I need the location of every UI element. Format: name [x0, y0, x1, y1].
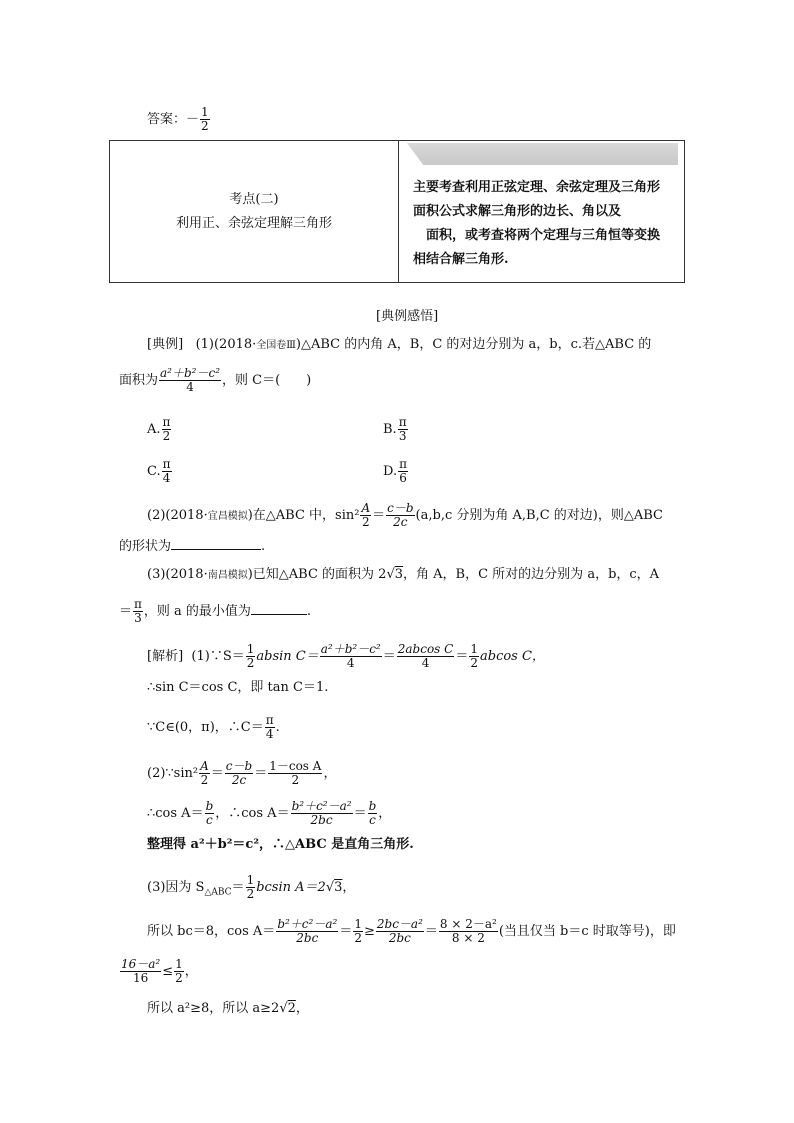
s5-c: ＝: [353, 806, 367, 821]
s7-b: ＝: [231, 880, 245, 895]
s4-frac-3: [268, 760, 322, 787]
s3-f-den: 4: [265, 727, 274, 741]
s5-d: ，: [378, 806, 392, 821]
s9-f1-den: 16: [120, 971, 161, 985]
s9-a: ≤: [162, 964, 174, 979]
q2-eq: ＝: [372, 508, 386, 523]
option-b-den: 3: [398, 429, 407, 443]
s4-d: ，: [323, 766, 337, 781]
s8-f3-num: 2bc－a²: [376, 917, 423, 931]
s3-b: .: [275, 720, 280, 735]
q2-f2-num: c－b: [387, 501, 414, 515]
s5-frac-3: [368, 800, 378, 827]
s8-a: 所以 bc＝8，cos A＝: [147, 924, 276, 939]
option-d-den: 6: [399, 471, 407, 485]
s4-f1-den: 2: [200, 773, 209, 787]
kaodian-desc-1: 主要考查利用正弦定理、余弦定理及三角形: [413, 179, 661, 195]
s5-frac-1: [205, 800, 215, 827]
q1-area-fraction: [159, 367, 221, 394]
answer-label: 答案：: [147, 112, 187, 127]
s8-b: ＝: [339, 924, 353, 939]
q3-f-num: π: [134, 597, 142, 611]
q3-end: .: [306, 604, 312, 619]
s4-f2-den: 2c: [225, 773, 253, 787]
solution-line-6: 整理得 a²＋b²＝c²，∴△ABC 是直角三角形.: [147, 837, 414, 852]
q3-eq: ＝: [119, 604, 133, 619]
s1-f2-num: a²＋b²－c²: [320, 642, 381, 656]
s4-c: ＝: [254, 766, 268, 781]
option-b-num: π: [398, 415, 407, 429]
kaodian-right-cell: [399, 141, 685, 283]
kaodian-left-cell: [110, 141, 399, 283]
q3-answer-blank[interactable]: [251, 602, 307, 615]
s10-sqrt: 2: [287, 1001, 296, 1016]
option-d-label: D.: [383, 464, 398, 479]
s9-f2-num: 1: [175, 957, 183, 971]
s1-f1-num: 1: [246, 642, 255, 656]
q3-fraction: [133, 598, 143, 625]
s1-b: absin C＝: [256, 649, 319, 664]
q3-sqrt: 3: [394, 567, 404, 582]
s4-frac-1: [199, 760, 210, 787]
answer-den: 2: [201, 119, 209, 133]
s1-frac-1: [246, 643, 256, 670]
q3-prefix: (3)(2018·: [147, 567, 208, 582]
q2-fraction-1: [360, 502, 371, 529]
example-tag: [典例]: [147, 337, 184, 352]
s4-f3-den: 2: [268, 773, 322, 787]
option-c-label: C.: [147, 464, 161, 479]
kaodian-table: [109, 140, 685, 283]
kaodian-desc-4: 相结合解三角形.: [413, 251, 509, 267]
q1-frac-den: 4: [159, 380, 221, 394]
q1-area-label: 面积为: [119, 373, 159, 388]
option-d-num: π: [399, 457, 407, 471]
s5-f2-den: 2bc: [291, 813, 353, 827]
s9-f2-den: 2: [175, 971, 183, 985]
s5-frac-2: [291, 800, 353, 827]
solution-line-5: [147, 800, 391, 827]
s8-f4-den: 8 × 2: [439, 931, 498, 945]
solution-line-2: ∴sin C＝cos C，即 tan C＝1.: [147, 680, 329, 695]
s4-frac-2: [225, 760, 253, 787]
kaodian-desc-3: 面积，或考查将两个定理与三角恒等变换: [426, 227, 661, 243]
s8-f4-num: 8 × 2－a²: [439, 917, 497, 931]
kaodian-desc-2: 面积公式求解三角形的边长、角以及: [413, 203, 622, 219]
s4-a: (2)∵sin²: [147, 766, 199, 781]
s4-f2-num: c－b: [225, 759, 253, 773]
s1-f2-den: 4: [320, 656, 382, 670]
solution-line-1: [147, 643, 545, 670]
example-q3-line1: [147, 566, 659, 585]
s8-frac-2: [353, 918, 363, 945]
s1-frac-2: [320, 643, 382, 670]
s7-a: (3)因为 S: [147, 880, 205, 895]
kaodian-title: 考点(二): [229, 191, 279, 207]
example-q2-line1: [147, 502, 663, 529]
solution-line-10: [147, 1000, 309, 1018]
option-c-num: π: [162, 457, 171, 471]
solution-line-8: [147, 918, 676, 945]
s7-frac: [246, 874, 256, 901]
s9-frac-2: [174, 958, 184, 985]
s8-frac-1: [276, 918, 338, 945]
answer-fraction: [200, 106, 210, 133]
s1-e: abcos C，: [480, 649, 545, 664]
option-b-fraction: [398, 416, 408, 443]
q1-text: )△ABC 的内角 A，B，C 的对边分别为 a，b，c.若△ABC 的: [295, 337, 652, 352]
q2-shape-label: 的形状为: [119, 539, 172, 554]
s7-c: bcsin A＝2: [256, 880, 326, 895]
solution-line-9: [119, 958, 198, 985]
s1-f1-den: 2: [246, 656, 255, 670]
q3-sqrt-sign: √: [386, 567, 395, 582]
s3-a: ∵C∈(0，π)，∴C＝: [147, 720, 264, 735]
s7-f-num: 1: [246, 873, 255, 887]
s8-f2-den: 2: [354, 931, 362, 945]
s5-f3-den: c: [369, 813, 376, 827]
s1-c: ＝: [382, 649, 396, 664]
s5-b: ，∴cos A＝: [215, 806, 290, 821]
s7-f-den: 2: [246, 887, 255, 901]
option-b-label: B.: [383, 422, 397, 437]
q3-text-a: )已知△ABC 的面积为 2: [247, 567, 387, 582]
q2-f1-num: A: [361, 501, 371, 515]
answer-line: [147, 106, 211, 133]
s9-b: ，: [184, 964, 198, 979]
s5-f3-num: b: [368, 799, 377, 813]
s8-frac-4: [439, 918, 498, 945]
s1-f4-den: 2: [470, 656, 478, 670]
answer-sign: －: [186, 112, 200, 127]
q2-text-a: )在△ABC 中，sin²: [247, 508, 360, 523]
example-q3-line2: [119, 598, 311, 625]
s1-f4-num: 1: [470, 642, 478, 656]
s1-f3-den: 4: [397, 656, 455, 670]
q2-f2-den: 2c: [386, 515, 414, 529]
s7-sub: △ABC: [204, 887, 232, 898]
option-c-den: 4: [162, 471, 171, 485]
s7-sqrt: 3: [334, 880, 343, 895]
s5-f2-num: b²＋c²－a²: [291, 799, 352, 813]
s1-frac-4: [469, 643, 479, 670]
q2-f1-den: 2: [361, 515, 370, 529]
s10-b: ，: [295, 1001, 309, 1016]
option-a-label: A.: [147, 422, 161, 437]
kaodian-subtitle: 利用正、余弦定理解三角形: [175, 215, 332, 231]
s4-f3-num: 1－cos A: [269, 759, 322, 773]
q3-text-b: ，角 A，B，C 所对的边分别为 a，b，c，A: [403, 567, 660, 582]
s1-a: (1)∵S＝: [191, 649, 245, 664]
s1-d: ＝: [455, 649, 469, 664]
option-a-num: π: [162, 415, 171, 429]
q2-text-b: (a,b,c 分别为角 A,B,C 的对边)，则△ABC: [415, 508, 663, 523]
q2-prefix: (2)(2018·: [147, 508, 208, 523]
decorative-grey-banner: [407, 143, 678, 165]
q2-source: 宜昌模拟: [207, 511, 248, 522]
option-a-den: 2: [162, 429, 171, 443]
q2-fraction-2: [386, 502, 414, 529]
solution-line-7: [147, 874, 355, 901]
solution-line-4: [147, 760, 336, 787]
option-d: [383, 458, 409, 485]
q2-answer-blank[interactable]: [171, 537, 261, 550]
option-c: [147, 458, 173, 485]
solution-line-3: [147, 714, 280, 741]
solution-tag: [解析]: [147, 649, 184, 664]
q1-frac-num: a²＋b²－c²: [160, 366, 221, 380]
q3-f-den: 3: [134, 611, 142, 625]
example-q1-line1: [147, 336, 651, 355]
q2-end: .: [261, 539, 266, 554]
example-q2-line2: [119, 537, 265, 556]
s7-d: ，: [342, 880, 356, 895]
option-d-fraction: [398, 458, 408, 485]
option-b: [383, 416, 409, 443]
s8-d: ＝: [424, 924, 438, 939]
s8-frac-3: [376, 918, 424, 945]
q3-question: ，则 a 的最小值为: [143, 604, 251, 619]
s8-f2-num: 1: [354, 917, 362, 931]
s5-f1-den: c: [206, 813, 213, 827]
s5-f1-num: b: [205, 799, 214, 813]
s8-f1-num: b²＋c²－a²: [277, 917, 338, 931]
s8-f3-den: 2bc: [376, 931, 424, 945]
example-q1-line2: [119, 367, 311, 394]
q3-source: 南昌模拟: [207, 570, 248, 581]
option-a: [147, 416, 172, 443]
s1-frac-3: [397, 643, 455, 670]
s8-c: ≥: [363, 924, 375, 939]
q1-prefix: (1)(2018·: [195, 337, 257, 352]
s3-frac: [265, 714, 275, 741]
s8-f1-den: 2bc: [276, 931, 338, 945]
q1-source: 全国卷Ⅲ: [256, 340, 296, 351]
s4-f1-num: A: [200, 759, 209, 773]
s5-a: ∴cos A＝: [147, 806, 204, 821]
s7-sqrt-sign: √: [325, 880, 335, 895]
q1-question: ，则 C＝( ): [222, 373, 312, 388]
s10-a: 所以 a²≥8，所以 a≥2: [147, 1001, 280, 1016]
s4-b: ＝: [210, 766, 224, 781]
s1-f3-num: 2abcos C: [397, 642, 454, 656]
s8-e: (当且仅当 b＝c 时取等号)，即: [498, 924, 676, 939]
s10-sqrt-sign: √: [279, 1001, 288, 1016]
s9-f1-num: 16－a²: [121, 957, 161, 971]
option-c-fraction: [162, 458, 172, 485]
s3-f-num: π: [265, 713, 274, 727]
option-a-fraction: [162, 416, 172, 443]
s9-frac-1: [120, 958, 161, 985]
section-title: [典例感悟]: [376, 309, 439, 324]
answer-num: 1: [201, 105, 209, 119]
